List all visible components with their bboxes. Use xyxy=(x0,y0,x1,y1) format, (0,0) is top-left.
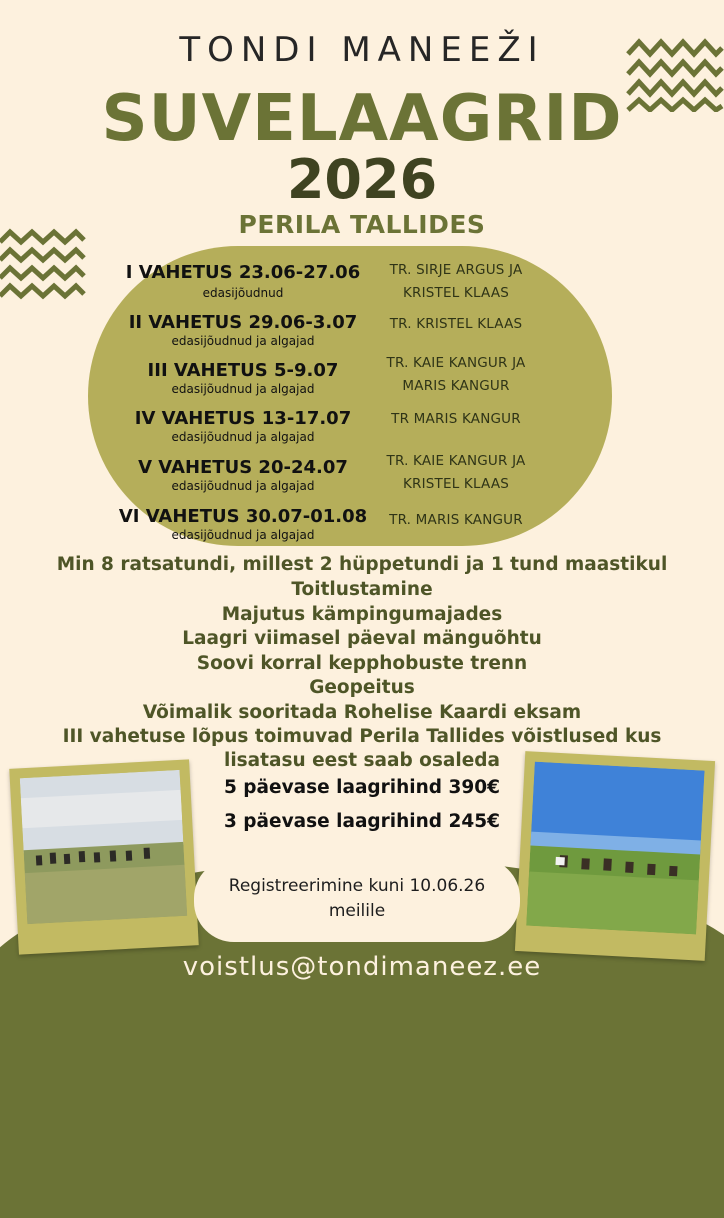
location-subtitle: PERILA TALLIDES xyxy=(238,210,486,239)
feature-item: Laagri viimasel päeval mänguõhtu xyxy=(182,628,542,649)
riders-photo-left xyxy=(20,770,187,924)
feature-item: lisatasu eest saab osaleda xyxy=(223,750,500,771)
feature-item: Soovi korral kepphobuste trenn xyxy=(196,653,528,674)
riders-photo-right xyxy=(526,762,704,935)
session-trainer-cont: MARIS KANGUR xyxy=(402,378,510,394)
brand-name: TONDI MANEEŽI xyxy=(179,30,545,70)
feature-item: Min 8 ratsatundi, millest 2 hüppetundi ja 1 tund maastikul xyxy=(56,554,668,575)
registration-text xyxy=(194,874,520,924)
session-title: IV VAHETUS 13-17.07 xyxy=(134,408,352,429)
registration-line2: meilile xyxy=(328,901,386,921)
session-level: edasijõudnud ja algajad xyxy=(171,479,315,493)
session-trainer: TR. KAIE KANGUR JA xyxy=(386,453,526,469)
session-title: III VAHETUS 5-9.07 xyxy=(147,360,339,381)
session-title: V VAHETUS 20-24.07 xyxy=(138,457,348,478)
feature-item: Toitlustamine xyxy=(291,579,433,600)
feature-item: Majutus kämpingumajades xyxy=(221,604,503,625)
session-title: II VAHETUS 29.06-3.07 xyxy=(128,312,358,333)
year-heading: 2026 xyxy=(286,148,438,211)
session-trainer: TR. SIRJE ARGUS JA xyxy=(389,262,523,278)
session-trainer-cont: KRISTEL KLAAS xyxy=(402,476,510,492)
feature-item: Võimalik sooritada Rohelise Kaardi eksam xyxy=(142,702,582,723)
zigzag-decoration-icon xyxy=(0,228,86,302)
session-trainer-cont: KRISTEL KLAAS xyxy=(402,285,510,301)
session-level: edasijõudnud ja algajad xyxy=(171,430,315,444)
session-level: edasijõudnud ja algajad xyxy=(171,334,315,348)
contact-email-link[interactable]: voistlus@tondimaneez.ee xyxy=(182,952,542,982)
photo-frame-right xyxy=(515,751,715,961)
session-trainer: TR. KAIE KANGUR JA xyxy=(386,355,526,371)
feature-item: III vahetuse lõpus toimuvad Perila Tallides võistlused kus xyxy=(62,726,662,747)
session-trainer: TR. KRISTEL KLAAS xyxy=(389,316,523,332)
session-level: edasijõudnud ja algajad xyxy=(171,528,315,542)
registration-line1: Registreerimine kuni 10.06.26 xyxy=(228,876,486,896)
session-level: edasijõudnud ja algajad xyxy=(171,382,315,396)
price-3-day: 3 päevase laagrihind 245€ xyxy=(223,811,500,832)
session-title: VI VAHETUS 30.07-01.08 xyxy=(118,506,368,527)
photo-frame-left xyxy=(9,759,198,954)
price-5-day: 5 päevase laagrihind 390€ xyxy=(223,777,500,798)
session-title: I VAHETUS 23.06-27.06 xyxy=(125,262,361,283)
feature-item: Geopeitus xyxy=(309,677,415,698)
session-trainer: TR. MARIS KANGUR xyxy=(389,512,523,528)
session-level: edasijõudnud xyxy=(202,286,284,300)
session-trainer: TR MARIS KANGUR xyxy=(391,411,521,427)
page-title: SUVELAAGRID xyxy=(101,82,623,156)
